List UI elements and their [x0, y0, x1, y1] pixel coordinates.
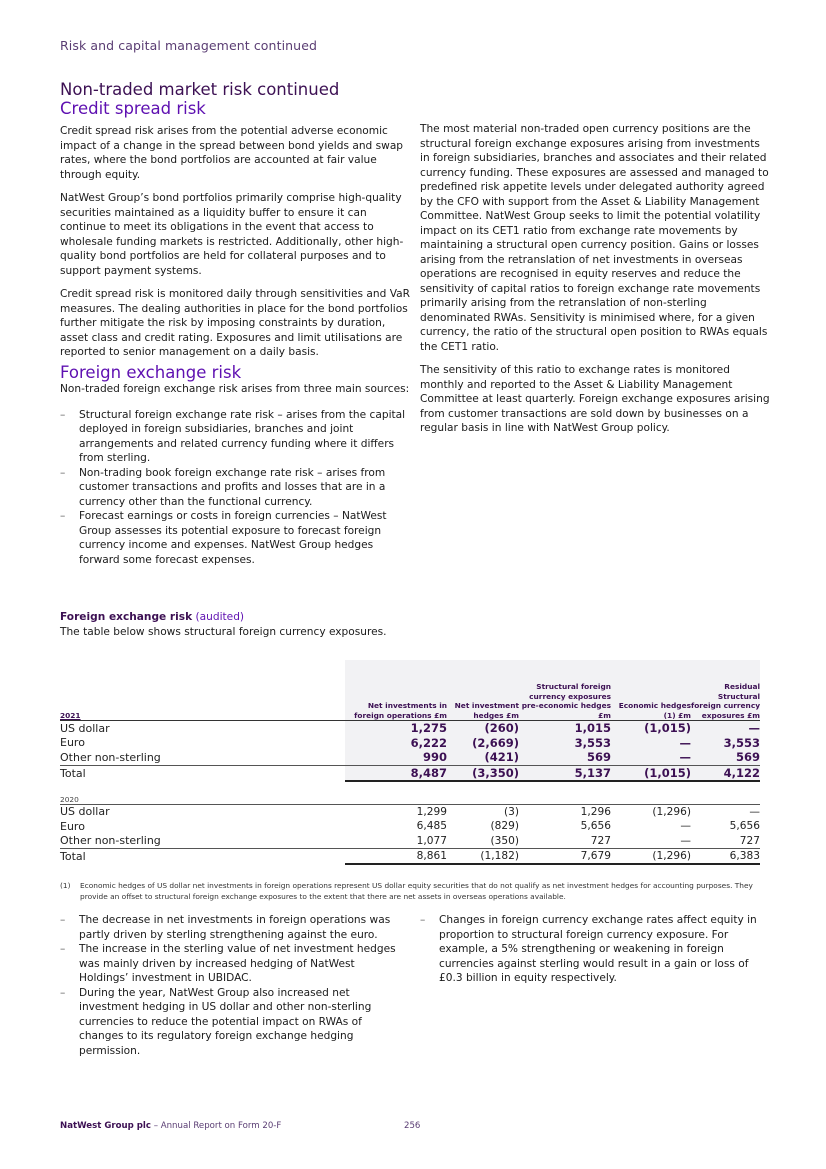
cell: 6,383 — [691, 849, 760, 864]
row-label: US dollar — [60, 721, 110, 735]
paragraph: Credit spread risk arises from the potential adverse economic impact of a change in the spread between bond yields and swap rates, where the bond portfolios are accounted at fair value through equity. — [60, 125, 404, 181]
table-caption: The table below shows structural foreign currency exposures. — [60, 626, 387, 638]
commentary-right — [420, 913, 772, 986]
cell: 727 — [739, 834, 760, 847]
list-item: – The decrease in net investments in foreign operations was partly driven by sterling strengthening against the euro. — [60, 913, 400, 942]
table-row — [60, 736, 760, 751]
audited-tag: (audited) — [195, 611, 245, 623]
cell: 7,679 — [519, 849, 611, 864]
year-2020-row — [60, 790, 760, 805]
year-2020-label: 2020 — [60, 790, 760, 805]
cell: 5,656 — [580, 820, 611, 833]
cell: 6,222 — [345, 736, 447, 751]
structural-fx-exposure-table — [60, 660, 760, 865]
footer-brand: NatWest Group plc — [60, 1121, 151, 1131]
cell: 8,487 — [345, 765, 447, 781]
cell: — — [749, 805, 760, 818]
table-row — [60, 819, 760, 834]
cell: 4,122 — [691, 765, 760, 781]
table-total-row — [60, 849, 760, 864]
commentary-left — [60, 913, 400, 1058]
cell: 990 — [345, 750, 447, 765]
fx-risk-heading: Foreign exchange risk — [60, 362, 242, 382]
cell: (829) — [490, 820, 519, 833]
cell: 1,299 — [416, 805, 447, 818]
list-item: – Changes in foreign currency exchange rates affect equity in proportion to structural foreign currency exposure. For example, a 5% strengthening or weakening in foreign currencies against sterling would result in a gain or loss of £0.3 billion in equity respectively. — [420, 913, 772, 986]
right-column — [420, 122, 772, 445]
list-item: – The increase in the sterling value of net investment hedges was mainly driven by increased hedging of NatWest Holdings’ investment in UBIDAC. — [60, 942, 400, 986]
audited-heading: Foreign exchange risk — [60, 611, 193, 623]
cell: 1,077 — [416, 834, 447, 847]
row-label: Other non-sterling — [60, 750, 161, 764]
column-header: Net investments in foreign operations £m — [345, 660, 447, 721]
cell: 5,137 — [519, 765, 611, 781]
running-header: Risk and capital management continued — [60, 38, 318, 53]
column-header: Economic hedges (1) £m — [611, 660, 691, 721]
cell: 569 — [519, 750, 611, 765]
section-title: Non-traded market risk continued — [60, 80, 340, 99]
cell: (1,182) — [447, 849, 519, 864]
cell: (1,296) — [611, 849, 691, 864]
cell: (1,015) — [611, 721, 691, 736]
paragraph: NatWest Group’s bond portfolios primarily comprise high-quality securities maintained as a liquidity buffer to ensure it can continue to meet its obligations in the event that access to wholesale funding markets is restricted. Additionally, other high-quality bond portfolios are held for collateral purposes and to support payment systems. — [60, 192, 404, 277]
row-label: Euro — [60, 736, 85, 750]
cell: 8,861 — [345, 849, 447, 864]
list-item: – Forecast earnings or costs in foreign currencies – NatWest Group assesses its potential exposure to forecast foreign currency income and expenses. NatWest Group hedges forward some forecast expenses. — [60, 509, 412, 567]
row-label: US dollar — [60, 805, 110, 819]
table-total-row — [60, 765, 760, 781]
cell: — — [680, 820, 691, 833]
spacer-row — [60, 781, 760, 790]
column-header: Structural foreign currency exposures pre-economic hedges £m — [519, 660, 611, 721]
list-item: – Structural foreign exchange rate risk – arises from the capital deployed in foreign subsidiaries, branches and joint arrangements and related currency funding where it differs from sterling. — [60, 408, 412, 466]
cell: (1,296) — [652, 805, 691, 818]
footer-doc-title: – Annual Report on Form 20-F — [150, 1121, 282, 1131]
list-item: – Non-trading book foreign exchange rate risk – arises from customer transactions and profits and losses that are in a currency other than the functional currency. — [60, 466, 412, 510]
left-column — [60, 124, 412, 567]
cell: 6,485 — [416, 820, 447, 833]
cell: — — [691, 721, 760, 736]
cell: (3) — [503, 805, 519, 818]
table-row — [60, 721, 760, 736]
cell: (421) — [447, 750, 519, 765]
row-label: Total — [60, 849, 345, 864]
page-number: 256 — [404, 1121, 421, 1131]
footnote-text: Economic hedges of US dollar net investments in foreign operations represent US dollar equity securities that do not qualify as net investment hedges for accounting purposes. They provide an offset to structural foreign exchange exposures to the extent that there are net assets in overseas operations available. — [80, 881, 753, 901]
cell: 1,296 — [580, 805, 611, 818]
cell: 1,275 — [345, 721, 447, 736]
row-label: Other non-sterling — [60, 834, 161, 848]
credit-spread-heading: Credit spread risk — [60, 99, 206, 118]
audited-heading-block — [60, 610, 387, 640]
cell: — — [611, 750, 691, 765]
cell: 1,015 — [519, 721, 611, 736]
cell: (3,350) — [447, 765, 519, 781]
column-header: Net investment hedges £m — [447, 660, 519, 721]
fx-intro: Non-traded foreign exchange risk arises from three main sources: — [60, 383, 410, 395]
cell: — — [680, 834, 691, 847]
cell: 3,553 — [691, 736, 760, 751]
fx-source-list — [60, 408, 412, 568]
column-header: Residual Structural foreign currency exposures £m — [691, 660, 760, 721]
cell: (350) — [490, 834, 519, 847]
cell: (1,015) — [611, 765, 691, 781]
cell: — — [611, 736, 691, 751]
footnote-marker: (1) — [60, 881, 71, 890]
cell: 727 — [590, 834, 611, 847]
row-label: Total — [60, 765, 345, 781]
year-2021-label: 2021 — [60, 660, 345, 721]
table-footnote — [60, 880, 772, 902]
page-footer — [60, 1121, 281, 1131]
cell: 5,656 — [729, 820, 760, 833]
table-row — [60, 750, 760, 765]
table-header-row — [60, 660, 760, 721]
paragraph: The most material non-traded open currency positions are the structural foreign exchange exposures arising from investments in foreign subsidiaries, branches and associates and their related currency funding. These exposures are assessed and managed to predefined risk appetite levels under delegated authority agreed by the CFO with support from the Asset & Liability Management Committee. NatWest Group seeks to limit the potential volatility impact on its CET1 ratio from exchange rate movements by maintaining a structural open currency position. Gains or losses arising from the retranslation of net investments in overseas operations are recognised in equity reserves and reduce the sensitivity of capital ratios to foreign exchange rate movements primarily arising from the retranslation of non-sterling denominated RWAs. Sensitivity is minimised where, for a given currency, the ratio of the structural open position to RWAs equals the CET1 ratio. — [420, 123, 769, 353]
cell: 569 — [691, 750, 760, 765]
table-row — [60, 834, 760, 849]
list-item: – During the year, NatWest Group also increased net investment hedging in US dollar and other non-sterling currencies to reduce the potential impact on RWAs of changes to its regulatory foreign exchange hedging permission. — [60, 986, 400, 1059]
paragraph: Credit spread risk is monitored daily through sensitivities and VaR measures. The dealing authorities in place for the bond portfolios further mitigate the risk by imposing constraints by duration, asset class and credit rating. Exposures and limit utilisations are reported to senior management on a daily basis. — [60, 288, 411, 358]
table-row — [60, 804, 760, 819]
section-title-block — [60, 80, 339, 118]
paragraph: The sensitivity of this ratio to exchange rates is monitored monthly and reported to the Asset & Liability Management Committee at least quarterly. Foreign exchange exposures arising from customer transactions are sold down by businesses on a regular basis in line with NatWest Group policy. — [420, 364, 770, 434]
cell: (2,669) — [447, 736, 519, 751]
cell: (260) — [447, 721, 519, 736]
cell: 3,553 — [519, 736, 611, 751]
row-label: Euro — [60, 819, 85, 833]
